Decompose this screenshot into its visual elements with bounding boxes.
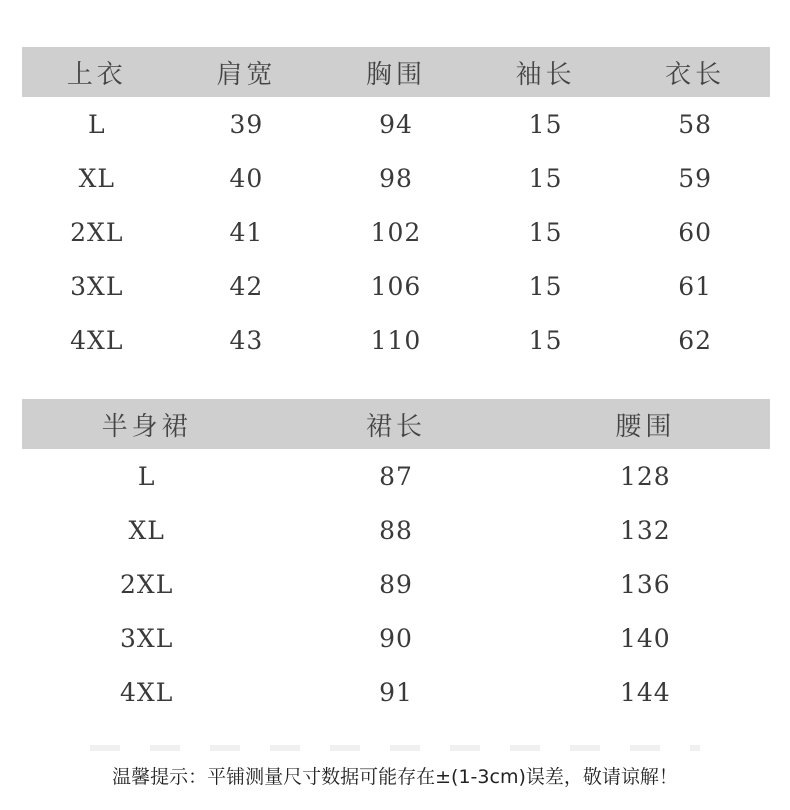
- shoulder-cell: 41: [229, 217, 264, 247]
- length-cell: 61: [678, 271, 713, 301]
- chest-cell: 110: [370, 325, 422, 355]
- faint-text-remnant: [90, 745, 700, 751]
- table-row: [22, 151, 770, 205]
- skirt-table-header: [22, 399, 770, 449]
- skirt-size-table: [22, 399, 770, 719]
- size-cell: 3XL: [70, 271, 124, 301]
- waist-cell: 140: [619, 623, 671, 653]
- sleeve-cell: 15: [528, 271, 563, 301]
- waist-cell: 144: [619, 677, 671, 707]
- sleeve-cell: 15: [528, 163, 563, 193]
- table-row: [22, 313, 770, 367]
- table-row: [22, 449, 770, 503]
- header-cell-waist: 腰围: [615, 411, 676, 442]
- table-row: [22, 205, 770, 259]
- size-cell: XL: [78, 163, 115, 193]
- shoulder-cell: 43: [229, 325, 264, 355]
- size-cell: 4XL: [70, 325, 124, 355]
- size-cell: 4XL: [120, 677, 174, 707]
- table-row: [22, 97, 770, 151]
- sleeve-cell: 15: [528, 109, 563, 139]
- size-cell: L: [137, 461, 156, 491]
- chest-cell: 106: [370, 271, 422, 301]
- skirt-length-cell: 90: [379, 623, 413, 653]
- table-row: [22, 611, 770, 665]
- skirt-length-cell: 91: [379, 677, 413, 707]
- size-cell: 2XL: [120, 569, 174, 599]
- table-row: [22, 259, 770, 313]
- size-cell: L: [87, 109, 106, 139]
- measurement-note: 温馨提示：平铺测量尺寸数据可能存在±(1-3cm)误差，敬请谅解！: [112, 765, 678, 788]
- skirt-length-cell: 87: [379, 461, 413, 491]
- table-row: [22, 557, 770, 611]
- header-cell-chest: 胸围: [365, 59, 426, 90]
- table-row: [22, 503, 770, 557]
- shoulder-cell: 40: [229, 163, 264, 193]
- waist-cell: 128: [619, 461, 671, 491]
- skirt-length-cell: 89: [379, 569, 413, 599]
- header-cell-sleeve: 袖长: [515, 59, 576, 90]
- header-cell-skirt-length: 裙长: [365, 411, 426, 442]
- skirt-length-cell: 88: [379, 515, 413, 545]
- chest-cell: 102: [370, 217, 422, 247]
- size-cell: 2XL: [70, 217, 124, 247]
- header-cell-shoulder: 肩宽: [216, 59, 277, 90]
- length-cell: 58: [678, 109, 713, 139]
- chest-cell: 98: [379, 163, 413, 193]
- waist-cell: 136: [619, 569, 671, 599]
- top-size-table: [22, 47, 770, 367]
- size-cell: 3XL: [120, 623, 174, 653]
- header-cell-skirt: 半身裙: [101, 411, 192, 442]
- chest-cell: 94: [379, 109, 413, 139]
- shoulder-cell: 39: [229, 109, 264, 139]
- header-cell-length: 衣长: [665, 59, 726, 90]
- top-table-header: [22, 47, 770, 97]
- table-row: [22, 665, 770, 719]
- sleeve-cell: 15: [528, 217, 563, 247]
- sleeve-cell: 15: [528, 325, 563, 355]
- length-cell: 62: [678, 325, 713, 355]
- length-cell: 60: [678, 217, 713, 247]
- shoulder-cell: 42: [229, 271, 264, 301]
- size-cell: XL: [128, 515, 165, 545]
- waist-cell: 132: [619, 515, 671, 545]
- length-cell: 59: [678, 163, 713, 193]
- header-cell-top: 上衣: [66, 59, 127, 90]
